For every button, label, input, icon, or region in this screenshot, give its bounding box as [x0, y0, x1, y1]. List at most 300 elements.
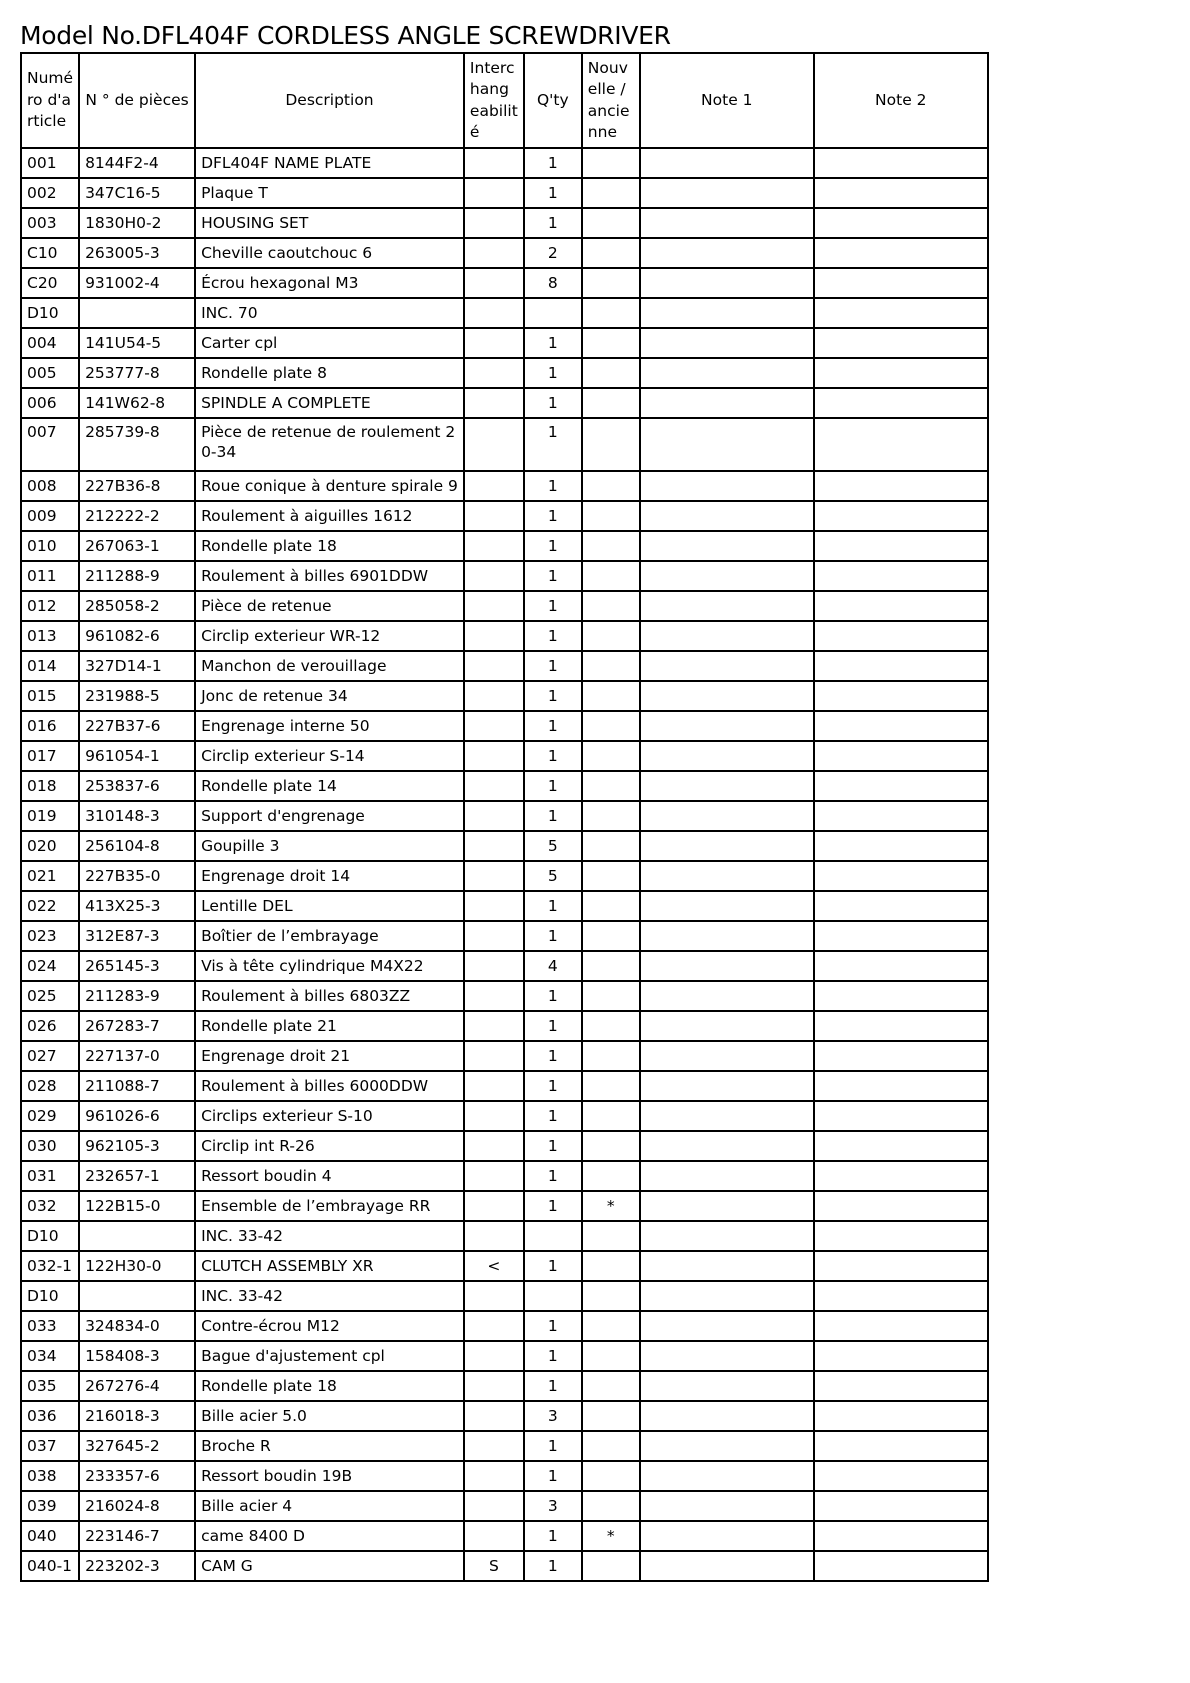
cell-item-number: 004 — [21, 328, 79, 358]
cell-new-old — [582, 178, 640, 208]
cell-description: Rondelle plate 8 — [195, 358, 464, 388]
cell-note-2 — [814, 921, 988, 951]
cell-new-old — [582, 208, 640, 238]
cell-part-number: 122H30-0 — [79, 1251, 195, 1281]
cell-item-number: 013 — [21, 621, 79, 651]
cell-part-number: 961054-1 — [79, 741, 195, 771]
table-row — [21, 1341, 988, 1371]
cell-part-number: 216018-3 — [79, 1401, 195, 1431]
cell-note-2 — [814, 711, 988, 741]
cell-interchangeability — [464, 861, 524, 891]
cell-part-number: 212222-2 — [79, 501, 195, 531]
cell-description: Circlips exterieur S-10 — [195, 1101, 464, 1131]
cell-part-number: 227B36-8 — [79, 471, 195, 501]
table-row — [21, 1281, 988, 1311]
table-row — [21, 1071, 988, 1101]
cell-description: Lentille DEL — [195, 891, 464, 921]
cell-quantity: 1 — [524, 591, 582, 621]
cell-part-number: 265145-3 — [79, 951, 195, 981]
cell-new-old: * — [582, 1521, 640, 1551]
cell-description: Vis à tête cylindrique M4X22 — [195, 951, 464, 981]
cell-interchangeability — [464, 1311, 524, 1341]
cell-interchangeability — [464, 1521, 524, 1551]
cell-description: Support d'engrenage — [195, 801, 464, 831]
cell-description: Ressort boudin 4 — [195, 1161, 464, 1191]
cell-part-number: 227137-0 — [79, 1041, 195, 1071]
cell-note-2 — [814, 1101, 988, 1131]
cell-part-number: 310148-3 — [79, 801, 195, 831]
cell-note-1 — [640, 1041, 814, 1071]
cell-note-2 — [814, 741, 988, 771]
cell-item-number: 030 — [21, 1131, 79, 1161]
cell-part-number: 1830H0-2 — [79, 208, 195, 238]
cell-description: CLUTCH ASSEMBLY XR — [195, 1251, 464, 1281]
cell-note-2 — [814, 1161, 988, 1191]
cell-quantity: 1 — [524, 1191, 582, 1221]
cell-item-number: 027 — [21, 1041, 79, 1071]
cell-new-old — [582, 621, 640, 651]
cell-interchangeability — [464, 951, 524, 981]
table-header-row — [21, 53, 988, 148]
cell-item-number: D10 — [21, 1281, 79, 1311]
cell-part-number: 327D14-1 — [79, 651, 195, 681]
cell-note-1 — [640, 1011, 814, 1041]
cell-quantity: 1 — [524, 1521, 582, 1551]
cell-description: Bille acier 4 — [195, 1491, 464, 1521]
table-row — [21, 1371, 988, 1401]
table-row — [21, 591, 988, 621]
cell-interchangeability — [464, 1071, 524, 1101]
cell-quantity: 1 — [524, 681, 582, 711]
cell-quantity: 5 — [524, 831, 582, 861]
cell-item-number: 009 — [21, 501, 79, 531]
cell-note-1 — [640, 148, 814, 178]
cell-item-number: 034 — [21, 1341, 79, 1371]
cell-note-2 — [814, 1431, 988, 1461]
cell-quantity: 1 — [524, 741, 582, 771]
cell-quantity: 1 — [524, 921, 582, 951]
cell-interchangeability — [464, 1221, 524, 1251]
table-row — [21, 1131, 988, 1161]
cell-new-old — [582, 1071, 640, 1101]
cell-note-1 — [640, 951, 814, 981]
cell-quantity — [524, 298, 582, 328]
cell-quantity: 1 — [524, 471, 582, 501]
cell-note-2 — [814, 1221, 988, 1251]
cell-note-1 — [640, 328, 814, 358]
cell-interchangeability — [464, 1041, 524, 1071]
cell-note-1 — [640, 981, 814, 1011]
cell-part-number: 211288-9 — [79, 561, 195, 591]
cell-quantity: 1 — [524, 1251, 582, 1281]
table-row — [21, 388, 988, 418]
table-row — [21, 208, 988, 238]
cell-quantity: 1 — [524, 208, 582, 238]
cell-description: Circlip exterieur S-14 — [195, 741, 464, 771]
table-row — [21, 1551, 988, 1581]
cell-new-old — [582, 1431, 640, 1461]
cell-interchangeability — [464, 741, 524, 771]
cell-new-old — [582, 741, 640, 771]
cell-note-2 — [814, 891, 988, 921]
cell-interchangeability — [464, 1341, 524, 1371]
cell-note-2 — [814, 268, 988, 298]
cell-item-number: 019 — [21, 801, 79, 831]
cell-quantity: 8 — [524, 268, 582, 298]
cell-interchangeability — [464, 268, 524, 298]
cell-note-1 — [640, 208, 814, 238]
cell-note-1 — [640, 358, 814, 388]
cell-new-old — [582, 1221, 640, 1251]
cell-new-old — [582, 298, 640, 328]
cell-note-2 — [814, 418, 988, 471]
cell-item-number: 036 — [21, 1401, 79, 1431]
table-row — [21, 1401, 988, 1431]
cell-quantity: 1 — [524, 771, 582, 801]
cell-description: Engrenage interne 50 — [195, 711, 464, 741]
cell-part-number: 961026-6 — [79, 1101, 195, 1131]
cell-note-1 — [640, 1311, 814, 1341]
cell-interchangeability — [464, 1131, 524, 1161]
cell-item-number: 023 — [21, 921, 79, 951]
cell-description: Roulement à billes 6803ZZ — [195, 981, 464, 1011]
cell-item-number: 005 — [21, 358, 79, 388]
cell-interchangeability — [464, 208, 524, 238]
table-row — [21, 1041, 988, 1071]
cell-item-number: C10 — [21, 238, 79, 268]
cell-description: Écrou hexagonal M3 — [195, 268, 464, 298]
cell-part-number: 227B35-0 — [79, 861, 195, 891]
cell-note-2 — [814, 1491, 988, 1521]
cell-interchangeability — [464, 831, 524, 861]
cell-note-1 — [640, 1341, 814, 1371]
cell-note-1 — [640, 891, 814, 921]
table-row — [21, 418, 988, 471]
cell-note-2 — [814, 1551, 988, 1581]
cell-description: INC. 70 — [195, 298, 464, 328]
cell-note-1 — [640, 861, 814, 891]
cell-item-number: 017 — [21, 741, 79, 771]
cell-part-number: 256104-8 — [79, 831, 195, 861]
table-row — [21, 561, 988, 591]
table-row — [21, 1311, 988, 1341]
cell-item-number: 033 — [21, 1311, 79, 1341]
cell-quantity: 1 — [524, 148, 582, 178]
table-row — [21, 1011, 988, 1041]
cell-item-number: 024 — [21, 951, 79, 981]
cell-description: Pièce de retenue — [195, 591, 464, 621]
cell-new-old — [582, 771, 640, 801]
table-row — [21, 178, 988, 208]
cell-new-old — [582, 1101, 640, 1131]
cell-part-number — [79, 298, 195, 328]
cell-new-old — [582, 1251, 640, 1281]
cell-note-2 — [814, 681, 988, 711]
cell-note-1 — [640, 771, 814, 801]
cell-new-old — [582, 328, 640, 358]
cell-interchangeability — [464, 1461, 524, 1491]
header-quantity: Q'ty — [524, 53, 582, 148]
header-interchangeability: Interc hang eabilit é — [464, 53, 524, 148]
cell-quantity: 1 — [524, 1551, 582, 1581]
cell-note-1 — [640, 801, 814, 831]
cell-interchangeability — [464, 418, 524, 471]
cell-item-number: 020 — [21, 831, 79, 861]
cell-interchangeability: < — [464, 1251, 524, 1281]
cell-part-number: 931002-4 — [79, 268, 195, 298]
cell-note-1 — [640, 238, 814, 268]
cell-note-1 — [640, 1401, 814, 1431]
table-row — [21, 501, 988, 531]
cell-quantity: 1 — [524, 651, 582, 681]
cell-quantity: 1 — [524, 621, 582, 651]
header-part-number: N ° de pièces — [79, 53, 195, 148]
cell-new-old — [582, 861, 640, 891]
cell-new-old — [582, 681, 640, 711]
cell-new-old — [582, 1371, 640, 1401]
cell-item-number: 007 — [21, 418, 79, 471]
cell-part-number: 253777-8 — [79, 358, 195, 388]
cell-interchangeability: S — [464, 1551, 524, 1581]
cell-item-number: 014 — [21, 651, 79, 681]
cell-new-old — [582, 651, 640, 681]
cell-new-old — [582, 1551, 640, 1581]
cell-interchangeability — [464, 148, 524, 178]
cell-quantity: 1 — [524, 1341, 582, 1371]
cell-part-number: 263005-3 — [79, 238, 195, 268]
cell-note-2 — [814, 1401, 988, 1431]
table-row — [21, 268, 988, 298]
cell-item-number: 011 — [21, 561, 79, 591]
cell-part-number: 267063-1 — [79, 531, 195, 561]
cell-interchangeability — [464, 891, 524, 921]
cell-quantity: 4 — [524, 951, 582, 981]
cell-part-number: 211283-9 — [79, 981, 195, 1011]
cell-new-old — [582, 268, 640, 298]
cell-description: Rondelle plate 14 — [195, 771, 464, 801]
header-item-number: Numé ro d'a rticle — [21, 53, 79, 148]
cell-new-old — [582, 1401, 640, 1431]
cell-new-old — [582, 561, 640, 591]
table-row — [21, 298, 988, 328]
cell-description: Roulement à billes 6901DDW — [195, 561, 464, 591]
cell-quantity: 1 — [524, 328, 582, 358]
cell-new-old — [582, 1461, 640, 1491]
cell-note-2 — [814, 298, 988, 328]
cell-new-old — [582, 891, 640, 921]
cell-note-2 — [814, 591, 988, 621]
cell-item-number: 016 — [21, 711, 79, 741]
cell-note-1 — [640, 1071, 814, 1101]
cell-interchangeability — [464, 1161, 524, 1191]
cell-item-number: 039 — [21, 1491, 79, 1521]
cell-item-number: 026 — [21, 1011, 79, 1041]
cell-interchangeability — [464, 238, 524, 268]
cell-note-1 — [640, 388, 814, 418]
cell-interchangeability — [464, 801, 524, 831]
cell-interchangeability — [464, 561, 524, 591]
cell-part-number: 227B37-6 — [79, 711, 195, 741]
table-row — [21, 358, 988, 388]
cell-note-2 — [814, 1311, 988, 1341]
cell-new-old — [582, 531, 640, 561]
cell-quantity: 1 — [524, 501, 582, 531]
table-row — [21, 981, 988, 1011]
cell-note-1 — [640, 711, 814, 741]
table-row — [21, 1521, 988, 1551]
cell-quantity: 1 — [524, 1071, 582, 1101]
cell-note-1 — [640, 531, 814, 561]
cell-note-2 — [814, 238, 988, 268]
cell-note-2 — [814, 1041, 988, 1071]
cell-note-1 — [640, 621, 814, 651]
cell-note-1 — [640, 471, 814, 501]
cell-part-number: 216024-8 — [79, 1491, 195, 1521]
cell-part-number — [79, 1221, 195, 1251]
cell-new-old — [582, 831, 640, 861]
cell-part-number: 347C16-5 — [79, 178, 195, 208]
cell-item-number: 035 — [21, 1371, 79, 1401]
cell-note-1 — [640, 1491, 814, 1521]
cell-interchangeability — [464, 1371, 524, 1401]
cell-part-number — [79, 1281, 195, 1311]
cell-description: Boîtier de l’embrayage — [195, 921, 464, 951]
table-row — [21, 771, 988, 801]
cell-description: Circlip int R-26 — [195, 1131, 464, 1161]
cell-quantity: 1 — [524, 801, 582, 831]
cell-note-1 — [640, 298, 814, 328]
cell-quantity: 3 — [524, 1401, 582, 1431]
cell-new-old — [582, 1281, 640, 1311]
cell-note-1 — [640, 1251, 814, 1281]
cell-new-old: * — [582, 1191, 640, 1221]
table-row — [21, 1251, 988, 1281]
cell-description: Roue conique à denture spirale 9 — [195, 471, 464, 501]
cell-quantity: 1 — [524, 358, 582, 388]
header-new-old: Nouv elle / ancie nne — [582, 53, 640, 148]
cell-item-number: 037 — [21, 1431, 79, 1461]
table-row — [21, 951, 988, 981]
cell-item-number: 003 — [21, 208, 79, 238]
cell-note-2 — [814, 561, 988, 591]
cell-item-number: 029 — [21, 1101, 79, 1131]
table-row — [21, 621, 988, 651]
cell-item-number: 010 — [21, 531, 79, 561]
table-row — [21, 471, 988, 501]
cell-quantity: 1 — [524, 981, 582, 1011]
cell-quantity — [524, 1221, 582, 1251]
cell-note-1 — [640, 921, 814, 951]
cell-description: Engrenage droit 14 — [195, 861, 464, 891]
table-row — [21, 891, 988, 921]
cell-description: Goupille 3 — [195, 831, 464, 861]
cell-new-old — [582, 471, 640, 501]
header-note-1: Note 1 — [640, 53, 814, 148]
cell-description: Circlip exterieur WR-12 — [195, 621, 464, 651]
header-description: Description — [195, 53, 464, 148]
cell-part-number: 285739-8 — [79, 418, 195, 471]
cell-note-1 — [640, 1371, 814, 1401]
cell-interchangeability — [464, 1431, 524, 1461]
cell-quantity: 5 — [524, 861, 582, 891]
cell-description: Jonc de retenue 34 — [195, 681, 464, 711]
cell-part-number: 413X25-3 — [79, 891, 195, 921]
cell-new-old — [582, 801, 640, 831]
cell-part-number: 122B15-0 — [79, 1191, 195, 1221]
cell-quantity: 1 — [524, 1431, 582, 1461]
cell-new-old — [582, 1131, 640, 1161]
cell-item-number: 002 — [21, 178, 79, 208]
cell-description: Rondelle plate 18 — [195, 531, 464, 561]
page-title: Model No.DFL404F CORDLESS ANGLE SCREWDRIVER — [20, 21, 671, 50]
cell-note-2 — [814, 471, 988, 501]
cell-note-2 — [814, 981, 988, 1011]
cell-note-2 — [814, 388, 988, 418]
cell-item-number: 021 — [21, 861, 79, 891]
cell-interchangeability — [464, 1011, 524, 1041]
cell-note-2 — [814, 358, 988, 388]
cell-new-old — [582, 981, 640, 1011]
cell-item-number: 025 — [21, 981, 79, 1011]
cell-description: DFL404F NAME PLATE — [195, 148, 464, 178]
cell-item-number: 006 — [21, 388, 79, 418]
cell-description: CAM G — [195, 1551, 464, 1581]
cell-part-number: 223202-3 — [79, 1551, 195, 1581]
cell-item-number: 040 — [21, 1521, 79, 1551]
cell-new-old — [582, 1491, 640, 1521]
cell-description: came 8400 D — [195, 1521, 464, 1551]
cell-quantity: 1 — [524, 1041, 582, 1071]
table-row — [21, 1461, 988, 1491]
cell-note-2 — [814, 1521, 988, 1551]
table-row — [21, 861, 988, 891]
table-row — [21, 681, 988, 711]
cell-new-old — [582, 1341, 640, 1371]
cell-new-old — [582, 238, 640, 268]
cell-description: Manchon de verouillage — [195, 651, 464, 681]
cell-interchangeability — [464, 1281, 524, 1311]
cell-interchangeability — [464, 681, 524, 711]
cell-quantity: 1 — [524, 178, 582, 208]
cell-quantity: 1 — [524, 531, 582, 561]
cell-interchangeability — [464, 531, 524, 561]
cell-note-1 — [640, 1131, 814, 1161]
cell-interchangeability — [464, 471, 524, 501]
cell-interchangeability — [464, 1191, 524, 1221]
cell-description: Bague d'ajustement cpl — [195, 1341, 464, 1371]
cell-new-old — [582, 501, 640, 531]
cell-interchangeability — [464, 298, 524, 328]
cell-description: SPINDLE A COMPLETE — [195, 388, 464, 418]
cell-part-number: 267283-7 — [79, 1011, 195, 1041]
cell-interchangeability — [464, 1491, 524, 1521]
cell-new-old — [582, 358, 640, 388]
table-row — [21, 741, 988, 771]
cell-note-1 — [640, 1461, 814, 1491]
cell-new-old — [582, 951, 640, 981]
cell-part-number: 961082-6 — [79, 621, 195, 651]
cell-item-number: 031 — [21, 1161, 79, 1191]
cell-item-number: D10 — [21, 298, 79, 328]
table-row — [21, 1491, 988, 1521]
cell-note-2 — [814, 148, 988, 178]
cell-quantity: 1 — [524, 1101, 582, 1131]
cell-description: Rondelle plate 18 — [195, 1371, 464, 1401]
cell-description: Rondelle plate 21 — [195, 1011, 464, 1041]
cell-note-1 — [640, 651, 814, 681]
cell-quantity: 1 — [524, 418, 582, 471]
cell-note-1 — [640, 1431, 814, 1461]
